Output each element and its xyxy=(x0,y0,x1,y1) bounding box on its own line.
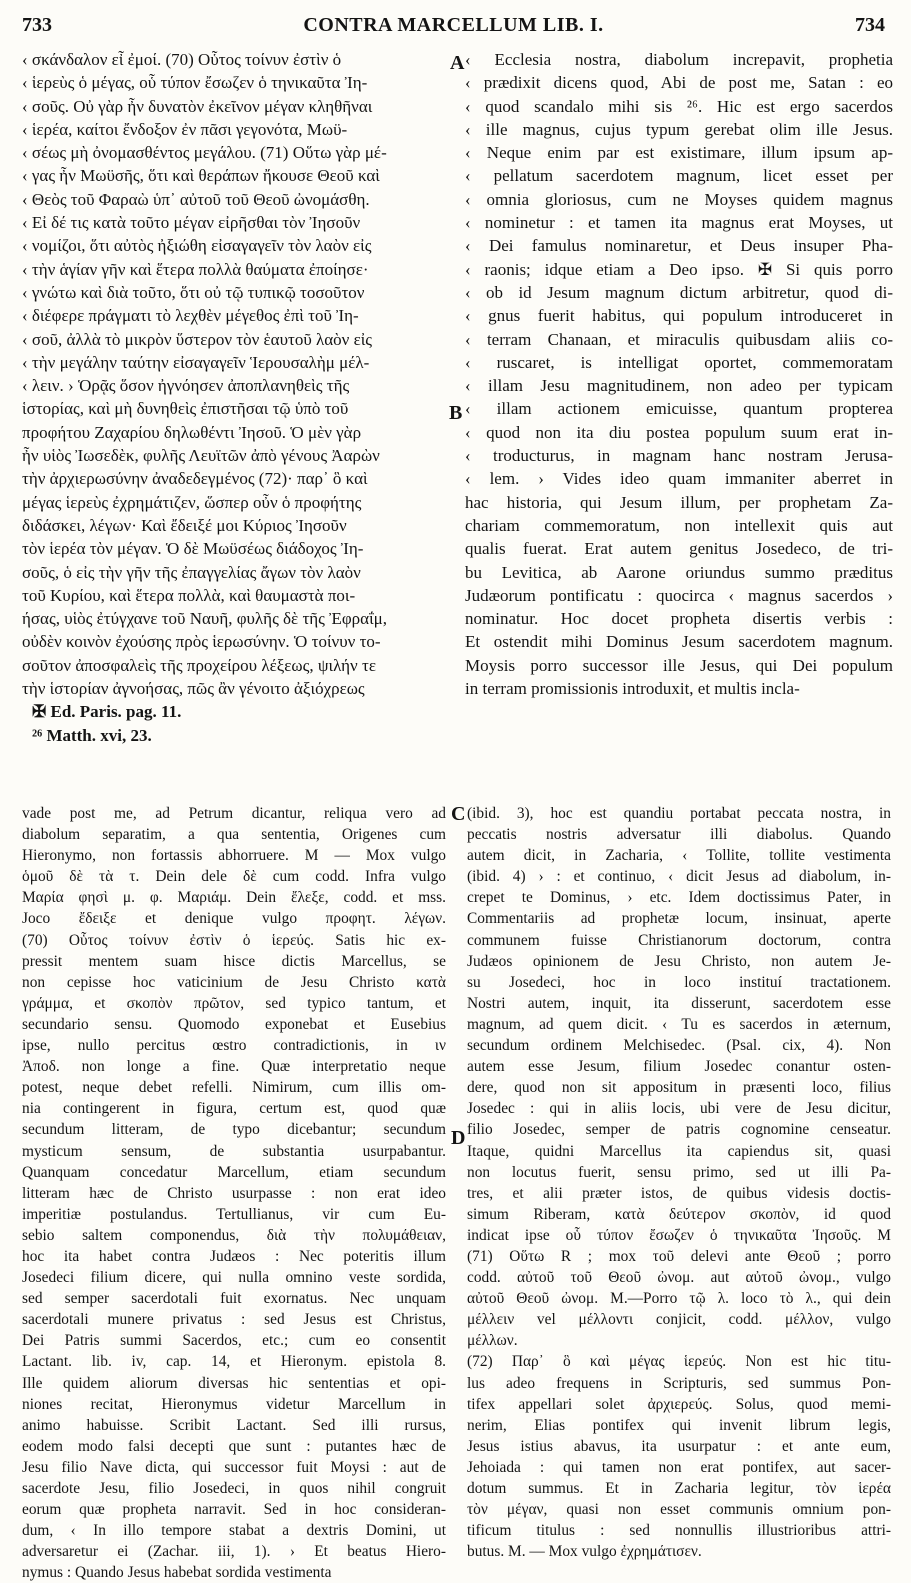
greek-text-line: ήσας, υἱὸς ἐτύγχανε τοῦ Ναυῆ, φυλῆς δὲ τῆς Ἐφραΐμ, xyxy=(22,609,388,629)
latin-text-line: ‹ gnus fuerit habitus, qui populum introduceret in xyxy=(465,306,893,326)
note-line: dere, quod non sit appositum in præsenti loco, filius xyxy=(467,1079,891,1097)
note-line: Ἀποδ. non longe a fine. Quæ interpretatio neque xyxy=(22,1058,446,1076)
note-line: tifex appellari solet ἀρχιερεύς. Solus, quod memi- xyxy=(467,1395,891,1413)
latin-text-line: ‹ ille magnus, cujus typum gerebat olim ille Jesus. xyxy=(465,119,893,139)
note-line: Jesus istius abavus, ita usurpatur : et ante eum, xyxy=(467,1437,891,1455)
note-line: Ille quidem aliorum diversas hic sententias et opi- xyxy=(22,1374,446,1392)
note-line: dotum summus. Et in Zacharia legitur, τὸν ἱερέα xyxy=(467,1480,891,1497)
latin-text-line: ‹ prædixit dicens quod, Abi de post me, Satan : eo xyxy=(465,73,893,93)
note-line: Josedeci filium dicere, qui nulla omnino veste sordida, xyxy=(22,1269,446,1287)
footnote-line: ²⁶ Matth. xvi, 23. xyxy=(32,725,152,745)
note-line: (72) Παρ᾽ ὃ καὶ μέγας ἱερεύς. Non est hic titu- xyxy=(467,1353,891,1371)
note-line: eorum quæ propheta narravit. Sed in hoc consideran- xyxy=(22,1501,446,1519)
note-line: sacerdote Jesu, filio Josedeci, in quos nihil congruit xyxy=(22,1480,446,1497)
latin-text-line: ‹ pellatum sacerdotem magnum, licet esset per xyxy=(465,166,893,186)
note-line: Hieronymo, non fortassis abhorruere. M — Mox vulgo xyxy=(22,847,446,865)
greek-text-line: ἱστορίας, καὶ μὴ δυνηθεὶς ἐπιστῆσαι τῷ ὑπὸ τοῦ xyxy=(22,399,349,419)
page-number-right: 734 xyxy=(855,14,885,36)
note-line: filio Josedec, semper de patris cognomine censeatur. xyxy=(467,1121,891,1139)
note-line: nia contingerent in figura, certum est, quod quæ xyxy=(22,1100,446,1118)
margin-marker-a: A xyxy=(450,52,465,74)
note-line: codd. αὐτοῦ τοῦ Θεοῦ ὠνομ. aut αὐτοῦ ὠνομ., vulgo xyxy=(467,1269,891,1287)
latin-text-line: bu Levitica, ab Aarone oriundus summo præditus xyxy=(465,562,893,582)
latin-text-line: ‹ terram Chanaan, et miraculis quibusdam aliis co- xyxy=(465,329,893,349)
greek-text-line: ‹ Θεὸς τοῦ Φαραὼ ὑπ᾽ αὐτοῦ τοῦ Θεοῦ ὠνομάσθη. xyxy=(22,189,370,209)
note-line: sebio saltem componendus, διὰ τὴν πολυμάθειαν, xyxy=(22,1226,446,1244)
notes-column-right xyxy=(467,803,891,1562)
latin-text-line: ‹ raonis; idque etiam a Deo ipso. ✠ Si quis porro xyxy=(465,259,893,279)
note-line: μέλλειν vel μέλλοντι conjicit, codd. μέλλον, vulgo xyxy=(467,1311,891,1329)
greek-text-line: ‹ γας ἦν Μωϋσῆς, ὅτι καὶ θεράπων ἤκουσε Θεοῦ καὶ xyxy=(22,166,380,186)
note-line: Lactant. lib. iv, cap. 14, et Hieronym. epistola 8. xyxy=(22,1353,446,1371)
note-line: secundum ordinem Melchisedec. (Psal. cix, 4). Non xyxy=(467,1037,891,1055)
note-line: (ibid. 3), hoc est quandiu portabat peccata nostra, in xyxy=(467,805,891,822)
note-line: sacerdotali munere privatus : sed Jesus est Christus, xyxy=(22,1311,446,1329)
latin-translation-column xyxy=(465,48,893,700)
note-line: αὐτοῦ Θεοῦ ὠνομ. M.—Porro τῷ λ. loco τὸ λ., qui dein xyxy=(467,1290,891,1308)
greek-text-line: ‹ ἱερεὺς ὁ μέγας, οὗ τύπον ἔσωζεν ὁ τηνικαῦτα Ἰη- xyxy=(22,73,368,93)
latin-text-line: in terram promissionis introduxit, et multis incla- xyxy=(465,679,800,699)
latin-text-line: ‹ omnia gloriosus, cum ne Moyses quidem magnus xyxy=(465,189,893,209)
page-number-left: 733 xyxy=(22,14,52,36)
margin-marker-d: D xyxy=(451,1127,466,1149)
note-line: Nostri autem, inquit, ita disserunt, sacerdotem esse xyxy=(467,994,891,1012)
note-line: non cepisse hoc vaticinium de Jesu Christo κατὰ xyxy=(22,973,446,991)
latin-text-line: nominatur. Hoc docet propheta disertis verbis : xyxy=(465,609,893,629)
note-line: ipse, nullo percitus œstro contradictionis, in ιν xyxy=(22,1037,446,1055)
note-line: secundario sensu. Quomodo exponebat et Eusebius xyxy=(22,1015,446,1033)
greek-text-line: ‹ σκάνδαλον εἶ ἐμοί. (70) Οὗτος τοίνυν ἐστὶν ὁ xyxy=(22,50,342,69)
note-line: (70) Οὗτος τοίνυν ἐστὶν ὁ ἱερεύς. Satis hic ex- xyxy=(22,931,446,949)
greek-text-line: οὐδὲν κοινὸν ἐχούσης πρὸς ἱερωσύνην. Ὁ τοίνυν το- xyxy=(22,632,381,652)
latin-text-line: ‹ nominetur : et tamen ita magnus erat Moyses, ut xyxy=(465,213,893,233)
note-line: lus adeo frequens in Scripturis, sed summus Pon- xyxy=(467,1374,891,1392)
note-line: pressit mentem suam hisce dictis Marcellus, se xyxy=(22,952,446,970)
note-line: butus. M. — Mox vulgo ἐχρημάτισεν. xyxy=(467,1543,702,1561)
notes-column-left xyxy=(22,803,446,1583)
note-line: sed semper sacerdotali fuit exornatus. Nec unquam xyxy=(22,1290,446,1308)
latin-text-line: ‹ ruscaret, is intelligat oportet, commemoratam xyxy=(465,352,893,372)
note-line: (71) Οὕτω R ; mox τοῦ delevi ante Θεοῦ ; porro xyxy=(467,1247,891,1265)
latin-text-line: Moysis porro successor ille Jesus, qui Dei populum xyxy=(465,655,893,675)
greek-text-line: ‹ τὴν ἁγίαν γῆν καὶ ἕτερα πολλὰ θαύματα ἐποίησε· xyxy=(22,259,369,279)
note-line: simum Riberam, κατὰ δεύτερον σκοπὸν, id quod xyxy=(467,1205,891,1223)
note-line: γράμμα, et σκοπὸν πρῶτον, sed typico tantum, et xyxy=(22,994,446,1012)
running-title: CONTRA MARCELLUM LIB. I. xyxy=(303,14,604,36)
greek-text-line: τὴν ἱστορίαν ἀγνοήσας, πῶς ἂν γένοιτο ἀξιόχρεως xyxy=(22,679,365,699)
latin-text-line: chariam commemoratum, non intellexit quis aut xyxy=(465,515,893,535)
note-line: τὸν μέγαν, quasi non esset communis omnium pon- xyxy=(467,1501,891,1519)
note-line: peccatis nostris adversatur illi diabolus. Quando xyxy=(467,826,891,844)
greek-text-column xyxy=(22,48,447,747)
greek-text-line: ‹ νομίζοι, ὅτι αὐτὸς ἠξιώθη εἰσαγαγεῖν τὸν λαὸν εἰς xyxy=(22,236,372,256)
latin-text-line: ‹ Neque enim par est existimare, illum ipsum ap- xyxy=(465,143,893,163)
greek-text-line: προφήτου Ζαχαρίου δηλωθέντι Ἰησοῦ. Ὁ μὲν γὰρ xyxy=(22,422,362,442)
greek-text-line: ‹ λειν. › Ὁρᾷς ὅσον ἠγνόησεν ἀποπλανηθεὶς τῆς xyxy=(22,376,350,396)
latin-text-line: Judæorum pontificatu : quocirca ‹ magnus sacerdos › xyxy=(465,585,893,605)
note-line: nymus : Quando Jesus habebat sordida vestimenta xyxy=(22,1564,332,1582)
note-line: nerim, Elias pontifex qui invenit librum legis, xyxy=(467,1416,891,1434)
note-line: su Josedeci, hoc in loco instituí tractationem. xyxy=(467,973,891,991)
note-line: crepet te Dominus, › etc. Idem doctissimus Pater, in xyxy=(467,889,891,907)
note-line: hoc ita habet contra Judæos : Nec poteritis illum xyxy=(22,1247,446,1265)
running-header xyxy=(22,8,885,38)
greek-text-line: ‹ διέφερε πράγματι τὸ λεχθὲν μέγεθος ἐπὶ τοῦ Ἰη- xyxy=(22,306,359,326)
note-line: potest, neque debet refelli. Nimirum, cum illis om- xyxy=(22,1079,446,1097)
note-line: autem dicit, in Zacharia, ‹ Tollite, tollite vestimenta xyxy=(467,847,891,865)
note-line: communem fuisse Christianorum doctorum, contra xyxy=(467,931,891,949)
note-line: imperitiæ postulandus. Tertullianus, vir cum Eu- xyxy=(22,1205,446,1223)
latin-text-line: ‹ illam actionem emicuisse, quantum propterea xyxy=(465,399,893,419)
footnote-line: ✠ Ed. Paris. pag. 11. xyxy=(32,702,182,722)
latin-text-line: ‹ quod scandalo mihi sis ²⁶. Hic est ergo sacerdos xyxy=(465,96,893,116)
note-line: dum, ‹ In illo tempore stabat a dextris Domini, ut xyxy=(22,1522,446,1540)
latin-text-line: Et ostendit mihi Dominus Jesum sacerdotem magnum. xyxy=(465,632,893,652)
note-line: Itaque, quidni Marcellus ita capiendus sit, quasi xyxy=(467,1142,891,1160)
greek-text-line: μέγας ἱερεὺς ἐχρημάτιζεν, ὥσπερ οὖν ὁ προφήτης xyxy=(22,492,362,512)
note-line: Jehoiada : qui tamen non erat pontifex, aut sacer- xyxy=(467,1458,891,1476)
note-line: eodem modo falsi decepti que sunt : putantes hæc de xyxy=(22,1437,446,1455)
note-line: vade post me, ad Petrum dicantur, reliqua vero ad xyxy=(22,805,446,822)
note-line: non locutus fuerit, sensu primo, sed ut illi Pa- xyxy=(467,1163,891,1181)
note-line: adversaretur ei (Zachar. iii, 1). › Et beatus Hiero- xyxy=(22,1543,446,1561)
greek-text-line: ‹ ἱερέα, καίτοι ἔνδοξον ἐν πᾶσι γεγονότα, Μωϋ- xyxy=(22,119,348,139)
greek-text-line: ἦν υἱὸς Ἰωσεδὲκ, φυλῆς Λευϊτῶν ἀπὸ γένους Ἀαρὼν xyxy=(22,446,380,466)
greek-text-line: σοῦτον ἀποσφαλεὶς τῆς προχείρου λέξεως, ψιλήν τε xyxy=(22,655,376,675)
greek-text-line: τοῦ Κυρίου, καὶ ἕτερα πολλὰ, καὶ θαυμαστὰ ποι- xyxy=(22,585,356,605)
note-line: Jesu filio Nave dicta, qui successor fuit Moysi : aut de xyxy=(22,1458,446,1476)
greek-text-line: διδάσκει, λέγων· Καὶ ἔδειξέ μοι Κύριος Ἰησοῦν xyxy=(22,515,347,535)
note-line: ὁμοῦ δὲ τὰ τ. Dein dele δὲ cum codd. Infra vulgo xyxy=(22,868,446,886)
margin-marker-b: B xyxy=(449,402,463,424)
note-line: Joco ἔδειξε et denique vulgo προφητ. λέγων. xyxy=(22,910,446,928)
greek-text-line: τὴν ἀρχιερωσύνην ἀναδεδεγμένος (72)· παρ᾽ ὃ καὶ xyxy=(22,469,368,489)
latin-text-line: ‹ Dei famulus nominaretur, et Deus insuper Pha- xyxy=(465,236,893,256)
note-line: diabolum separatim, a qua sententia, Origenes cum xyxy=(22,826,446,844)
note-line: autem esse Jesum, filium Josedec conantur osten- xyxy=(467,1058,891,1076)
greek-text-line: τὸν ἱερέα τὸν μέγαν. Ὁ δὲ Μωϋσέως διάδοχος Ἰη- xyxy=(22,539,364,559)
note-line: Quanquam concedatur Marcellum, etiam secundum xyxy=(22,1163,446,1181)
latin-text-line: ‹ troducturus, in magnam hanc nostram Jerusa- xyxy=(465,446,893,466)
note-line: animo habuisse. Scribit Lactant. Sed illi rursus, xyxy=(22,1416,446,1434)
note-line: μέλλων. xyxy=(467,1332,518,1350)
note-line: mysticum sensum, de substantia usurpabantur. xyxy=(22,1142,446,1160)
greek-text-line: ‹ τὴν μεγάλην ταύτην εἰσαγαγεῖν Ἱερουσαλὴμ μέλ- xyxy=(22,352,370,372)
note-line: Commentariis ad prophetæ locum, insinuat, aperte xyxy=(467,910,891,928)
note-line: Judæos opinionem de Jesu Christo, non autem Je- xyxy=(467,952,891,970)
note-line: secundum litteram, de typo dicebantur; secundum xyxy=(22,1121,446,1139)
margin-marker-c: C xyxy=(451,803,466,825)
note-line: Μαρία φησὶ μ. φ. Μαριάμ. Dein ἔλεξε, codd. et mss. xyxy=(22,889,446,907)
note-line: Dei Patris summi Sacerdos, etc.; cum eo consentit xyxy=(22,1332,446,1350)
note-line: tres, et alii præter istos, de quibus videsis doctis- xyxy=(467,1184,891,1202)
note-line: magnum, ad quem dicit. ‹ Tu es sacerdos in æternum, xyxy=(467,1015,891,1033)
latin-text-line: qualis fuerat. Erat autem genitus Josedeco, de tri- xyxy=(465,539,893,559)
note-line: tificum titulus : sed nonnullis illustrioribus attri- xyxy=(467,1522,891,1540)
latin-text-line: ‹ Ecclesia nostra, diabolum increpavit, prophetia xyxy=(465,50,893,69)
greek-text-line: ‹ σέως μὴ ὀνομασθέντος μεγάλου. (71) Οὕτω γὰρ μέ- xyxy=(22,143,387,163)
latin-text-line: ‹ lem. › Vides ideo quam immaniter aberret in xyxy=(465,469,893,489)
note-line: niones recitat, Hieronymus videtur Marcellum in xyxy=(22,1395,446,1413)
greek-text-line: σοῦς, ὁ εἰς τὴν γῆν τῆς ἐπαγγελίας ἄγων τὸν λαὸν xyxy=(22,562,361,582)
latin-text-line: ‹ ob id Jesum magnum dictum arbitretur, quod di- xyxy=(465,282,893,302)
note-line: (ibid. 4) › : et continuo, ‹ dicit Jesus ad diabolum, in- xyxy=(467,868,891,886)
note-line: Josedec : qui in aliis locis, ubi vere de Jesu dicitur, xyxy=(467,1100,891,1118)
greek-text-line: ‹ σοῦς. Οὐ γὰρ ἦν δυνατὸν ἐκεῖνον μέγαν κληθῆναι xyxy=(22,96,373,116)
note-line: litteram hæc de Christo usurpasse : non erat ideo xyxy=(22,1184,446,1202)
latin-text-line: ‹ illam Jesu magnitudinem, non adeo per typicam xyxy=(465,376,893,396)
greek-text-line: ‹ γνώτω καὶ διὰ τοῦτο, ὅτι οὐ τῷ τυπικῷ τοσοῦτον xyxy=(22,282,365,302)
latin-text-line: ‹ quod non ita diu postea populum suum erat in- xyxy=(465,422,893,442)
greek-text-line: ‹ σοῦ, ἀλλὰ τὸ μικρὸν ὕστερον τὸν ἑαυτοῦ λαὸν εἰς xyxy=(22,329,373,349)
greek-text-line: ‹ Εἰ δέ τις κατὰ τοῦτο μέγαν εἰρῆσθαι τὸν Ἰησοῦν xyxy=(22,213,361,233)
latin-text-line: hac historia, qui Jesum illum, per prophetam Za- xyxy=(465,492,893,512)
note-line: indicat ipse οὗ τύπον ἔσωζεν ὁ τηνικαῦτα Ἰησοῦς. M xyxy=(467,1226,891,1244)
